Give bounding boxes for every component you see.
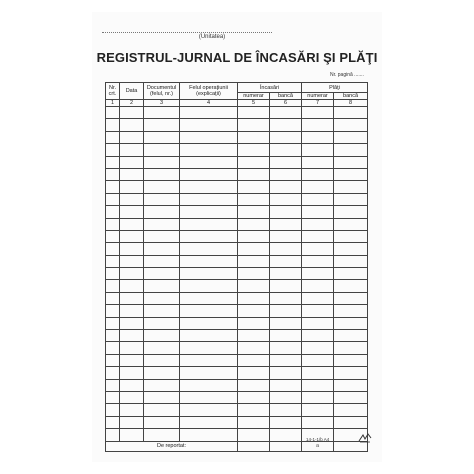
- ledger-cell: [270, 206, 302, 218]
- col-header-document: Documentul (felul, nr.): [144, 83, 180, 100]
- ledger-cell: [106, 429, 120, 441]
- ledger-cell: [180, 379, 238, 391]
- ledger-cell: [334, 367, 368, 379]
- ledger-cell: [334, 317, 368, 329]
- ledger-cell: [120, 379, 144, 391]
- ledger-cell: [334, 255, 368, 267]
- column-number: 4: [180, 100, 238, 107]
- col-header-operation: Felul operaţiunii (explicaţii): [180, 83, 238, 100]
- ledger-cell: [120, 280, 144, 292]
- ledger-cell: [302, 330, 334, 342]
- ledger-cell: [106, 107, 120, 119]
- column-number: 3: [144, 100, 180, 107]
- ledger-cell: [238, 255, 270, 267]
- ledger-cell: [334, 107, 368, 119]
- ledger-cell: [106, 119, 120, 131]
- ledger-row: [106, 131, 368, 143]
- ledger-cell: [180, 416, 238, 428]
- ledger-cell: [302, 181, 334, 193]
- ledger-cell: [238, 168, 270, 180]
- ledger-table: [105, 82, 368, 452]
- total-cell-marked: a: [302, 441, 334, 451]
- ledger-cell: [270, 280, 302, 292]
- ledger-cell: [334, 243, 368, 255]
- ledger-cell: [106, 280, 120, 292]
- ledger-row: [106, 255, 368, 267]
- column-number: 1: [106, 100, 120, 107]
- ledger-cell: [106, 193, 120, 205]
- ledger-cell: [334, 292, 368, 304]
- ledger-row: [106, 342, 368, 354]
- ledger-cell: [302, 404, 334, 416]
- ledger-cell: [120, 342, 144, 354]
- sub-header-numerar-plati: numerar: [302, 93, 334, 100]
- ledger-cell: [120, 131, 144, 143]
- ledger-cell: [106, 292, 120, 304]
- ledger-cell: [120, 367, 144, 379]
- ledger-cell: [144, 416, 180, 428]
- ledger-cell: [334, 391, 368, 403]
- ledger-cell: [334, 119, 368, 131]
- ledger-row: [106, 268, 368, 280]
- ledger-cell: [106, 230, 120, 242]
- ledger-cell: [302, 367, 334, 379]
- ledger-cell: [270, 131, 302, 143]
- form-title: REGISTRUL-JURNAL DE ÎNCASĂRI ŞI PLĂŢI: [96, 50, 378, 65]
- ledger-row: [106, 218, 368, 230]
- ledger-cell: [106, 317, 120, 329]
- ledger-cell: [334, 330, 368, 342]
- ledger-cell: [144, 255, 180, 267]
- col-header-nr: Nr. crt.: [106, 83, 120, 100]
- ledger-row: [106, 107, 368, 119]
- ledger-row: [106, 367, 368, 379]
- ledger-cell: [106, 404, 120, 416]
- ledger-cell: [302, 193, 334, 205]
- ledger-cell: [238, 330, 270, 342]
- ledger-cell: [238, 317, 270, 329]
- column-number: 8: [334, 100, 368, 107]
- sub-header-banca-plati: bancă: [334, 93, 368, 100]
- ledger-cell: [180, 429, 238, 441]
- ledger-cell: [270, 354, 302, 366]
- ledger-row: [106, 181, 368, 193]
- ledger-row: [106, 354, 368, 366]
- ledger-cell: [302, 230, 334, 242]
- ledger-cell: [144, 379, 180, 391]
- ledger-cell: [238, 181, 270, 193]
- ledger-cell: [180, 107, 238, 119]
- ledger-row: [106, 144, 368, 156]
- ledger-cell: [120, 119, 144, 131]
- ledger-cell: [144, 144, 180, 156]
- column-number: 7: [302, 100, 334, 107]
- group-header-plati: Plăţi: [302, 83, 368, 93]
- ledger-cell: [334, 416, 368, 428]
- ledger-cell: [270, 416, 302, 428]
- ledger-cell: [120, 354, 144, 366]
- ledger-cell: [270, 107, 302, 119]
- ledger-cell: [180, 268, 238, 280]
- ledger-cell: [120, 429, 144, 441]
- ledger-cell: [106, 268, 120, 280]
- group-header-incasari: Încasări: [238, 83, 302, 93]
- ledger-cell: [334, 280, 368, 292]
- ledger-cell: [238, 416, 270, 428]
- ledger-cell: [334, 230, 368, 242]
- carry-forward-label: De reportat:: [106, 441, 238, 451]
- ledger-cell: [270, 292, 302, 304]
- publisher-logo-icon: [358, 433, 372, 443]
- ledger-cell: [238, 280, 270, 292]
- ledger-cell: [180, 292, 238, 304]
- ledger-cell: [144, 391, 180, 403]
- ledger-cell: [238, 107, 270, 119]
- page-number-label: Nr. pagină .......: [330, 72, 364, 78]
- ledger-cell: [302, 292, 334, 304]
- ledger-cell: [334, 354, 368, 366]
- ledger-row: [106, 391, 368, 403]
- ledger-cell: [144, 317, 180, 329]
- ledger-row: [106, 305, 368, 317]
- ledger-cell: [238, 268, 270, 280]
- ledger-cell: [238, 354, 270, 366]
- ledger-cell: [302, 218, 334, 230]
- ledger-cell: [144, 181, 180, 193]
- ledger-cell: [302, 107, 334, 119]
- ledger-cell: [120, 218, 144, 230]
- ledger-cell: [302, 379, 334, 391]
- ledger-cell: [270, 181, 302, 193]
- ledger-cell: [334, 342, 368, 354]
- ledger-cell: [144, 280, 180, 292]
- ledger-cell: [180, 168, 238, 180]
- ledger-cell: [120, 416, 144, 428]
- column-number: 6: [270, 100, 302, 107]
- ledger-cell: [302, 342, 334, 354]
- ledger-cell: [120, 156, 144, 168]
- ledger-cell: [144, 429, 180, 441]
- unit-name-line: [102, 32, 272, 33]
- ledger-cell: [238, 206, 270, 218]
- ledger-cell: [180, 218, 238, 230]
- ledger-cell: [302, 206, 334, 218]
- ledger-cell: [270, 330, 302, 342]
- column-number: 2: [120, 100, 144, 107]
- sub-header-numerar-incasari: numerar: [238, 93, 270, 100]
- ledger-cell: [120, 404, 144, 416]
- ledger-row: [106, 416, 368, 428]
- ledger-cell: [334, 218, 368, 230]
- ledger-row: [106, 292, 368, 304]
- ledger-cell: [144, 330, 180, 342]
- ledger-cell: [180, 367, 238, 379]
- ledger-cell: [238, 144, 270, 156]
- col-header-data: Data: [120, 83, 144, 100]
- ledger-body: [106, 107, 368, 442]
- ledger-cell: [270, 305, 302, 317]
- ledger-cell: [144, 342, 180, 354]
- ledger-cell: [106, 168, 120, 180]
- ledger-cell: [120, 330, 144, 342]
- ledger-cell: [180, 193, 238, 205]
- ledger-cell: [120, 391, 144, 403]
- ledger-cell: [106, 144, 120, 156]
- ledger-cell: [180, 404, 238, 416]
- ledger-cell: [302, 119, 334, 131]
- ledger-cell: [238, 243, 270, 255]
- column-number-row: [106, 100, 368, 107]
- ledger-cell: [144, 230, 180, 242]
- ledger-row: [106, 243, 368, 255]
- total-cell: [270, 441, 302, 451]
- ledger-cell: [180, 354, 238, 366]
- ledger-cell: [302, 317, 334, 329]
- ledger-cell: [106, 156, 120, 168]
- ledger-cell: [180, 206, 238, 218]
- ledger-cell: [334, 181, 368, 193]
- ledger-cell: [180, 119, 238, 131]
- ledger-cell: [180, 181, 238, 193]
- ledger-cell: [144, 218, 180, 230]
- sub-header-banca-incasari: bancă: [270, 93, 302, 100]
- ledger-cell: [270, 218, 302, 230]
- ledger-cell: [106, 206, 120, 218]
- ledger-cell: [180, 131, 238, 143]
- ledger-cell: [238, 230, 270, 242]
- ledger-row: [106, 317, 368, 329]
- ledger-cell: [180, 230, 238, 242]
- column-number: 5: [238, 100, 270, 107]
- ledger-cell: [302, 305, 334, 317]
- ledger-cell: [144, 193, 180, 205]
- ledger-cell: [334, 156, 368, 168]
- ledger-cell: [270, 404, 302, 416]
- total-cell: [238, 441, 270, 451]
- ledger-cell: [270, 268, 302, 280]
- ledger-row: [106, 379, 368, 391]
- ledger-cell: [120, 230, 144, 242]
- ledger-row: [106, 119, 368, 131]
- ledger-cell: [238, 156, 270, 168]
- ledger-row: [106, 230, 368, 242]
- ledger-cell: [106, 131, 120, 143]
- ledger-cell: [120, 268, 144, 280]
- ledger-cell: [334, 206, 368, 218]
- ledger-cell: [238, 131, 270, 143]
- ledger-cell: [302, 144, 334, 156]
- ledger-cell: [106, 330, 120, 342]
- ledger-cell: [270, 243, 302, 255]
- ledger-cell: [302, 168, 334, 180]
- ledger-cell: [106, 379, 120, 391]
- ledger-cell: [238, 119, 270, 131]
- ledger-cell: [238, 305, 270, 317]
- ledger-cell: [270, 156, 302, 168]
- ledger-cell: [334, 168, 368, 180]
- ledger-cell: [180, 391, 238, 403]
- ledger-cell: [106, 367, 120, 379]
- ledger-cell: [106, 243, 120, 255]
- ledger-cell: [120, 168, 144, 180]
- ledger-cell: [334, 193, 368, 205]
- ledger-cell: [106, 218, 120, 230]
- ledger-cell: [120, 292, 144, 304]
- ledger-cell: [238, 193, 270, 205]
- form-code: 14-1-1/b A4: [306, 437, 330, 442]
- ledger-cell: [120, 317, 144, 329]
- ledger-row: [106, 280, 368, 292]
- ledger-cell: [270, 230, 302, 242]
- ledger-cell: [334, 404, 368, 416]
- ledger-cell: [238, 391, 270, 403]
- ledger-cell: [120, 243, 144, 255]
- ledger-cell: [144, 168, 180, 180]
- ledger-cell: [270, 342, 302, 354]
- ledger-cell: [270, 429, 302, 441]
- ledger-cell: [238, 292, 270, 304]
- unit-label: (Unitatea): [198, 34, 226, 40]
- ledger-cell: [106, 305, 120, 317]
- ledger-cell: [144, 367, 180, 379]
- ledger-cell: [106, 342, 120, 354]
- ledger-cell: [302, 156, 334, 168]
- ledger-cell: [238, 404, 270, 416]
- ledger-cell: [180, 280, 238, 292]
- ledger-cell: [144, 156, 180, 168]
- ledger-form-sheet: [92, 12, 382, 462]
- ledger-cell: [180, 317, 238, 329]
- ledger-cell: [334, 268, 368, 280]
- ledger-cell: [120, 193, 144, 205]
- ledger-cell: [144, 119, 180, 131]
- ledger-cell: [302, 280, 334, 292]
- ledger-cell: [120, 305, 144, 317]
- ledger-row: [106, 193, 368, 205]
- ledger-cell: [180, 342, 238, 354]
- ledger-cell: [270, 367, 302, 379]
- ledger-cell: [144, 292, 180, 304]
- ledger-cell: [302, 391, 334, 403]
- ledger-row: [106, 206, 368, 218]
- ledger-cell: [270, 119, 302, 131]
- ledger-cell: [144, 131, 180, 143]
- ledger-cell: [238, 218, 270, 230]
- ledger-cell: [270, 391, 302, 403]
- ledger-cell: [334, 305, 368, 317]
- ledger-cell: [180, 243, 238, 255]
- ledger-cell: [120, 107, 144, 119]
- ledger-cell: [144, 268, 180, 280]
- ledger-cell: [144, 354, 180, 366]
- ledger-cell: [238, 367, 270, 379]
- ledger-cell: [144, 206, 180, 218]
- ledger-cell: [270, 255, 302, 267]
- ledger-cell: [270, 379, 302, 391]
- ledger-cell: [106, 255, 120, 267]
- ledger-cell: [238, 379, 270, 391]
- ledger-cell: [302, 131, 334, 143]
- ledger-cell: [144, 404, 180, 416]
- ledger-cell: [106, 354, 120, 366]
- ledger-cell: [144, 305, 180, 317]
- ledger-cell: [120, 255, 144, 267]
- ledger-cell: [270, 317, 302, 329]
- ledger-cell: [270, 193, 302, 205]
- ledger-cell: [238, 342, 270, 354]
- ledger-cell: [144, 107, 180, 119]
- ledger-cell: [334, 144, 368, 156]
- ledger-cell: [120, 181, 144, 193]
- ledger-cell: [334, 379, 368, 391]
- ledger-cell: [302, 268, 334, 280]
- ledger-cell: [106, 391, 120, 403]
- ledger-row: [106, 156, 368, 168]
- ledger-cell: [106, 416, 120, 428]
- ledger-cell: [120, 206, 144, 218]
- ledger-cell: [270, 168, 302, 180]
- ledger-cell: [302, 416, 334, 428]
- ledger-cell: [180, 330, 238, 342]
- ledger-cell: [238, 429, 270, 441]
- ledger-row: [106, 168, 368, 180]
- ledger-cell: [106, 181, 120, 193]
- ledger-cell: [302, 354, 334, 366]
- ledger-row: [106, 404, 368, 416]
- ledger-cell: [180, 156, 238, 168]
- ledger-row: [106, 330, 368, 342]
- total-row: [106, 441, 368, 451]
- ledger-cell: [334, 131, 368, 143]
- ledger-cell: [180, 255, 238, 267]
- ledger-cell: [144, 243, 180, 255]
- ledger-cell: [180, 305, 238, 317]
- ledger-cell: [302, 255, 334, 267]
- ledger-cell: [270, 144, 302, 156]
- ledger-cell: [120, 144, 144, 156]
- ledger-cell: [180, 144, 238, 156]
- ledger-cell: [302, 243, 334, 255]
